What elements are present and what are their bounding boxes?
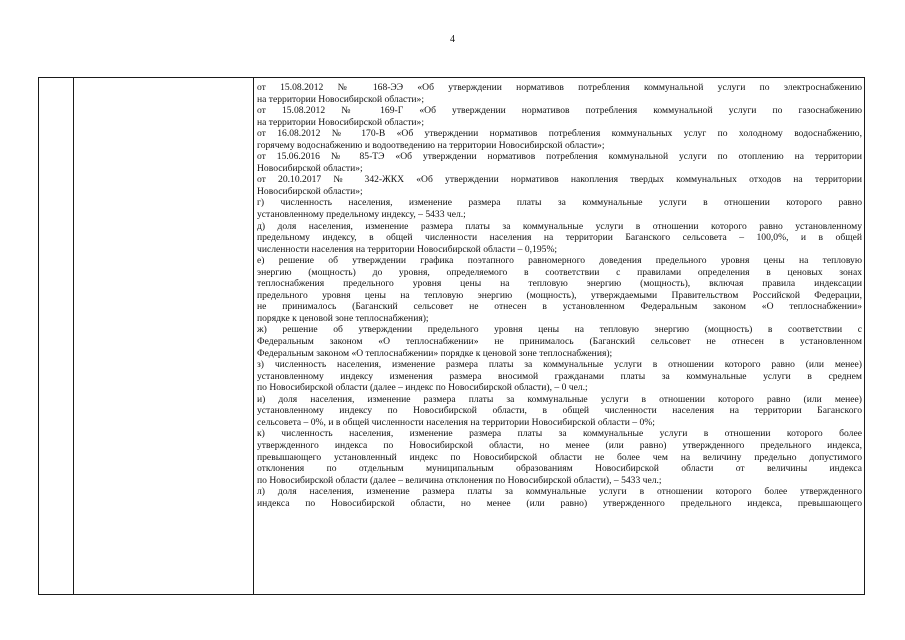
- text-line: з) численность населения, изменение размера платы за коммунальные услуги в отношении которого равно (или менее): [257, 359, 862, 371]
- table-column-content: [254, 78, 864, 594]
- text-line: Федеральным законом «О теплоснабжении» порядке к ценовой зоне теплоснабжения);: [257, 347, 613, 359]
- text-line: е) решение об утверждении графика поэтапного равномерного доведения предельного уровня цены на тепловую: [257, 255, 862, 267]
- text-line: на территории Новосибирской области»;: [257, 116, 425, 128]
- text-line: теплоснабжения предельного уровня цены на тепловую энергию (мощность), включая правила индексации: [257, 278, 862, 290]
- text-line: от 16.08.2012 № 170-В «Об утверждении нормативов потребления коммунальных услуг по холодному водоснабжению,: [257, 128, 862, 140]
- text-line: горячему водоснабжению и водоотведению на территории Новосибирской области»;: [257, 139, 605, 151]
- text-line: предельному индексу, в общей численности населения на территории Баганского сельсовета – 100,0%, и в общей: [257, 232, 862, 244]
- text-line: к) численность населения, изменение размера платы за коммунальные услуги в отношении которого более: [257, 428, 862, 440]
- text-line: установленному индексу по Новосибирской области, в общей численности населения на территории Баганского: [257, 405, 862, 417]
- table-column-name: [73, 78, 254, 594]
- text-line: д) доля населения, изменение размера платы за коммунальные услуги в отношении которого равно установленному: [257, 220, 862, 232]
- text-line: индекса по Новосибирской области, но менее (или равно) утвержденного предельного индекса, превышающего: [257, 497, 862, 509]
- text-line: по Новосибирской области (далее – величина отклонения по Новосибирской области), – 5433 чел.;: [257, 474, 662, 486]
- text-line: отклонения по отдельным муниципальным образованиям Новосибирской области от величины индекса: [257, 463, 862, 475]
- page-number: 4: [450, 34, 455, 45]
- text-line: Новосибирской области»;: [257, 185, 363, 197]
- text-line: Новосибирской области»;: [257, 162, 363, 174]
- text-line: Федеральным законом «О теплоснабжении» не принималось (Баганский сельсовет не отнесен в установленном: [257, 336, 862, 348]
- text-line: превышающего установленный индекс по Новосибирской области не более чем на величину предельно допустимого: [257, 451, 862, 463]
- text-line: от 15.08.2012 № 169-Г «Об утверждении нормативов потребления коммунальной услуги по газоснабжению: [257, 105, 862, 117]
- text-line: установленному предельному индексу, – 5433 чел.;: [257, 209, 466, 221]
- text-line: утвержденного индекса по Новосибирской области, но менее (или равно) утвержденного предельного индекса,: [257, 439, 862, 451]
- document-table: [38, 77, 865, 595]
- text-line: от 15.06.2016 № 85-ТЭ «Об утверждении нормативов потребления коммунальной услуги по отоплению на территории: [257, 151, 862, 163]
- text-line: численности населения на территории Новосибирской области – 0,195%;: [257, 243, 558, 255]
- text-line: установленному индексу изменения размера вносимой гражданами платы за коммунальные услуги в среднем: [257, 370, 862, 382]
- text-line: энергию (мощность) до уровня, определяемого в соответствии с правилами определения в ценовых зонах: [257, 266, 862, 278]
- text-line: от 15.08.2012 № 168-ЭЭ «Об утверждении нормативов потребления коммунальной услуги по электроснабжению: [257, 82, 862, 93]
- text-line: г) численность населения, изменение размера платы за коммунальные услуги в отношении которого равно: [257, 197, 862, 209]
- text-line: сельсовета – 0%, и в общей численности населения на территории Новосибирской области – 0%;: [257, 416, 655, 428]
- text-line: предельного уровня цены на тепловую энергию (мощность), утверждаемыми Правительством Российской Федерации,: [257, 289, 862, 301]
- text-line: по Новосибирской области (далее – индекс по Новосибирской области), – 0 чел.;: [257, 382, 588, 394]
- text-line: и) доля населения, изменение размера платы за коммунальные услуги в отношении которого равно (или менее): [257, 393, 862, 405]
- text-line: ж) решение об утверждении предельного уровня цены на тепловую энергию (мощность) в соответствии с: [257, 324, 862, 336]
- table-column-number: [39, 78, 74, 594]
- text-line: л) доля населения, изменение размера платы за коммунальные услуги в отношении которого более утвержденного: [257, 486, 862, 498]
- text-line: на территории Новосибирской области»;: [257, 93, 425, 105]
- text-line: от 20.10.2017 № 342-ЖКХ «Об утверждении нормативов накопления твердых коммунальных отходов на территории: [257, 174, 862, 186]
- text-line: не принималось (Баганский сельсовет не отнесен в установленном Федеральным законом «О теплоснабжении»: [257, 301, 862, 313]
- text-line: порядке к ценовой зоне теплоснабжения);: [257, 312, 429, 324]
